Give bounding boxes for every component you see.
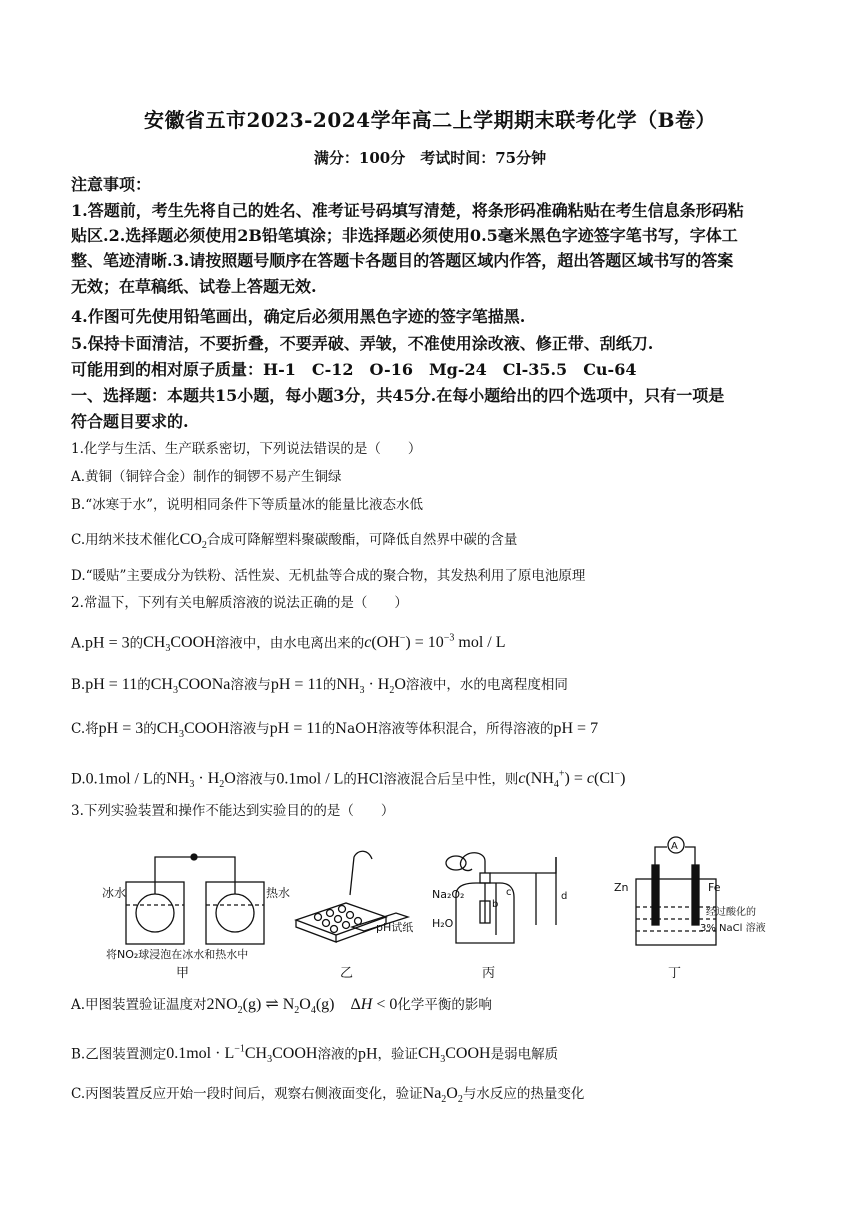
q3-stem: 3.下列实验装置和操作不能达到实验目的的是（ ） (71, 803, 395, 819)
ice-water-label: 冰水 (102, 886, 127, 900)
note-item-5: 5.保持卡面清洁，不要折叠，不要弄破、弄皱，不准使用涂改液、修正带、刮纸刀. (71, 334, 654, 353)
atomic-masses: 可能用到的相对原子质量：H-1 C-12 O-16 Mg-24 Cl-35.5 Cu-64 (71, 360, 637, 379)
bing-label: 丙 (482, 966, 496, 980)
q2-option-c: C.将pH = 3的$CH_3COOH$溶液与pH = 11的NaOH溶液等体积混合，所得溶液的pH = 7 (71, 720, 599, 741)
q3-option-a: A.甲图装置验证温度对$2NO_2(g)$ ⇌ $N_2O_4(g)$ ΔH < 0化学平衡的影响 (71, 996, 492, 1017)
q2-stem: 2.常温下，下列有关电解质溶液的说法正确的是（ ） (71, 595, 408, 611)
note-item-1b: 贴区.2.选择题必须使用2B铅笔填涂；非选择题必须使用0.5毫米黑色字迹签字笔书写，字体工 (71, 226, 738, 245)
apparatus-yi (296, 851, 413, 980)
apparatus-jia (102, 854, 290, 980)
ding-caption-2: 3% NaCl 溶液 (700, 923, 766, 934)
d-label: d (561, 891, 568, 902)
note-item-1: 1.答题前，考生先将自己的姓名、准考证号码填写清楚，将条形码准确粘贴在考生信息条形码粘 (71, 201, 744, 220)
q1-stem: 1.化学与生活、生产联系密切，下列说法错误的是（ ） (71, 441, 422, 457)
section-heading-line1: 一、选择题：本题共15小题，每小题3分，共45分.在每小题给出的四个选项中，只有一项是 (71, 386, 725, 405)
q2-option-d: D.0.1mol / L的$NH_3 \cdot H_2O$溶液与0.1mol / L的HCl溶液混合后呈中性，则$c(NH_4^+) = c(Cl^-)$ (71, 769, 626, 791)
note-item-4: 4.作图可先使用铅笔画出，确定后必须用黑色字迹的签字笔描黑. (71, 307, 526, 326)
b-label: b (492, 899, 499, 910)
q1-option-d: D.“暖贴”主要成分为铁粉、活性炭、无机盐等合成的聚合物，其发热利用了原电池原理 (71, 568, 586, 584)
zn-label: Zn (614, 881, 629, 894)
hot-water-label: 热水 (266, 886, 291, 900)
jia-caption: 将NO₂球浸泡在冰水和热水中 (106, 948, 249, 961)
notes-heading: 注意事项： (71, 175, 152, 194)
ding-label: 丁 (668, 966, 682, 980)
note-item-1d: 无效；在草稿纸、试卷上答题无效. (71, 277, 317, 296)
q2-option-b: B.pH = 11的$CH_3COONa$溶液与pH = 11的$NH_3 \cdot H_2O$溶液中，水的电离程度相同 (71, 676, 568, 697)
q3-apparatus-figure (96, 835, 776, 980)
jia-label: 甲 (176, 966, 190, 980)
h2o-label: H₂O (432, 917, 454, 930)
q3-option-c: C.丙图装置反应开始一段时间后，观察右侧液面变化，验证$Na_2O_2$与水反应的热量变化 (71, 1085, 585, 1106)
ammeter-label: A (671, 841, 678, 852)
q1-option-a: A.黄铜（铜锌合金）制作的铜锣不易产生铜绿 (71, 469, 342, 485)
yi-label: 乙 (340, 966, 354, 980)
apparatus-bing (432, 853, 567, 980)
exam-meta: 满分：100分 考试时间：75分钟 (313, 149, 547, 167)
apparatus-ding (614, 837, 766, 980)
c-label: c (506, 887, 512, 898)
na2o2-label: Na₂O₂ (432, 888, 465, 901)
q3-option-b: B.乙图装置测定$0.1mol \cdot L^{-1}CH_3COOH$溶液的pH，验证$CH_3COOH$是弱电解质 (71, 1044, 559, 1066)
exam-title: 安徽省五市2023-2024学年高二上学期期末联考化学（B卷） (143, 108, 717, 132)
section-heading-line2: 符合题目要求的. (71, 412, 189, 431)
ph-paper-label: pH试纸 (376, 921, 414, 934)
q1-option-c: C.用纳米技术催化$CO_2$合成可降解塑料聚碳酸酯，可降低自然界中碳的含量 (71, 531, 518, 552)
q2-option-a: A.pH = 3的$CH_3COOH$溶液中，由水电离出来的$c(OH^-) = 10^{-3}$ mol / L (71, 633, 506, 655)
note-item-1c: 整、笔迹清晰.3.请按照题号顺序在答题卡各题目的答题区域内作答，超出答题区域书写的答案 (71, 251, 734, 270)
q1-option-b: B.“冰寒于水”，说明相同条件下等质量冰的能量比液态水低 (71, 497, 424, 513)
ding-caption-1: 经过酸化的 (706, 907, 756, 918)
fe-label: Fe (708, 881, 721, 894)
